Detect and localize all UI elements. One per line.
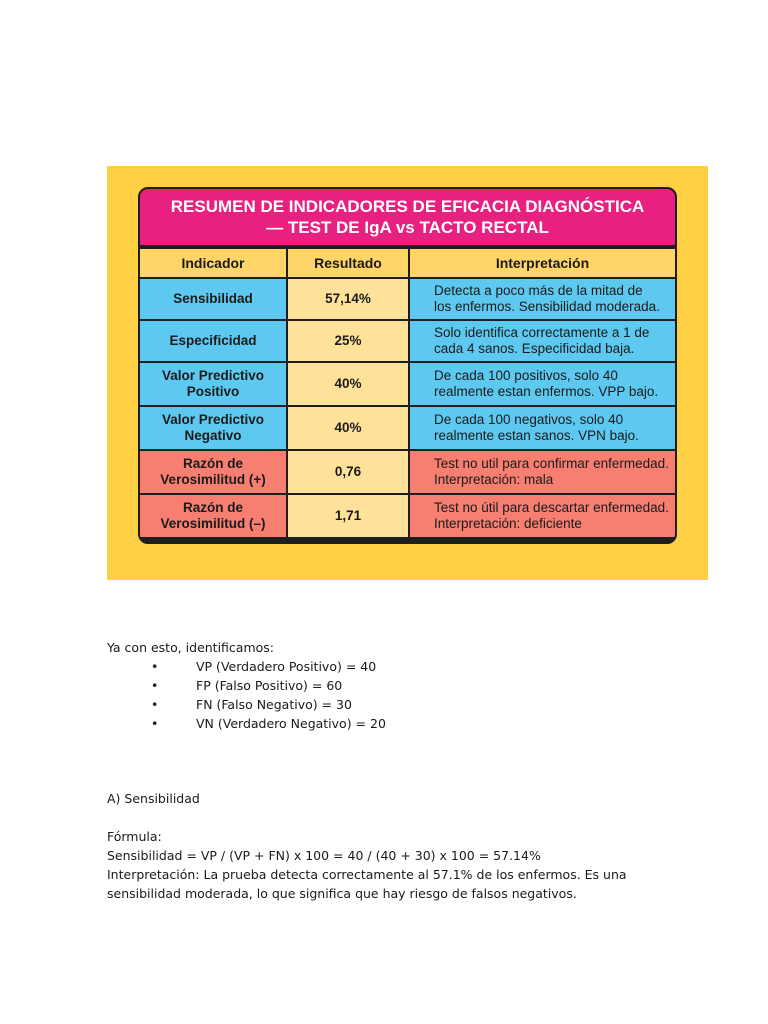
interpretation-line: cada 4 sanos. Especificidad baja. [434,341,635,356]
interpretation-cell [409,406,675,450]
interpretation-cell [409,450,675,494]
section-heading: A) Sensibilidad [107,791,200,806]
table-row [140,450,675,494]
list-item-text: FN (Falso Negativo) = 30 [196,697,352,712]
bullet-icon: • [151,697,159,712]
infographic-title [140,189,675,247]
indicator-name: Positivo [186,384,240,399]
indicator-cell [140,406,287,450]
interpretation-line: Test no útil para descartar enfermedad. [434,500,669,515]
indicator-name: Valor Predictivo [161,368,265,383]
interpretation-line: Solo identifica correctamente a 1 de [434,325,650,340]
table-row [140,406,675,450]
table-row [140,362,675,406]
result-cell: 40% [287,406,409,450]
header-indicador: Indicador [140,248,287,278]
interpretation-line: Test no util para confirmar enfermedad. [434,456,669,471]
indicator-name: Especificidad [169,333,257,348]
interpretation-line: los enfermos. Sensibilidad moderada. [434,299,660,314]
indicator-name: Verosimilitud (+) [160,472,266,487]
indicator-cell [140,320,287,362]
indicators-card [138,187,677,544]
interpretation-line: Detecta a poco más de la mitad de [434,283,643,298]
formula-label: Fórmula: [107,829,162,844]
indicator-cell [140,450,287,494]
list-item-text: FP (Falso Positivo) = 60 [196,678,343,693]
indicator-name: Sensibilidad [173,291,253,306]
result-cell: 1,71 [287,494,409,537]
list-item [107,695,507,714]
header-interpretacion: Interpretación [409,248,675,278]
header-resultado: Resultado [287,248,409,278]
list-item [107,714,507,733]
interpretation-text-line: Interpretación: La prueba detecta correctamente al 57.1% de los enfermos. Es una [107,867,627,882]
indicator-cell [140,362,287,406]
title-line-1: RESUMEN DE INDICADORES DE EFICACIA DIAGNÓSTICA [170,197,645,216]
interpretation-line: De cada 100 negativos, solo 40 [434,412,624,427]
interpretation-cell [409,494,675,537]
indicators-table [140,247,675,537]
table-header-row [140,248,675,278]
list-item-text: VN (Verdadero Negativo) = 20 [196,716,386,731]
interpretation-line: realmente estan enfermos. VPP bajo. [434,384,659,399]
bullet-icon: • [151,716,159,731]
title-line-2: — TEST DE IgA vs TACTO RECTAL [266,218,549,237]
table-row [140,494,675,537]
indicator-cell [140,278,287,320]
bullet-icon: • [151,659,159,674]
interpretation-cell [409,320,675,362]
result-cell: 57,14% [287,278,409,320]
formula-equation: Sensibilidad = VP / (VP + FN) x 100 = 40 / (40 + 30) x 100 = 57.14% [107,848,541,863]
interpretation-cell [409,278,675,320]
intro-paragraph: Ya con esto, identificamos: [107,640,275,655]
list-item [107,676,507,695]
indicator-cell [140,494,287,537]
indicator-name: Verosimilitud (–) [160,516,266,531]
interpretation-line: De cada 100 positivos, solo 40 [434,368,618,383]
interpretation-line: realmente estan sanos. VPN bajo. [434,428,639,443]
indicator-name: Valor Predictivo [161,412,265,427]
bullet-icon: • [151,678,159,693]
values-list [107,657,507,733]
interpretation-cell [409,362,675,406]
interpretation-line: Interpretación: mala [434,472,554,487]
interpretation-line: Interpretación: deficiente [434,516,582,531]
list-item-text: VP (Verdadero Positivo) = 40 [196,659,377,674]
result-cell: 25% [287,320,409,362]
indicator-name: Razón de [182,500,243,515]
result-cell: 0,76 [287,450,409,494]
table-row [140,278,675,320]
formula-block [107,827,667,903]
indicators-infographic [107,166,708,580]
indicator-name: Negativo [184,428,242,443]
result-cell: 40% [287,362,409,406]
indicator-name: Razón de [182,456,243,471]
list-item [107,657,507,676]
table-row [140,320,675,362]
interpretation-text-line: sensibilidad moderada, lo que significa que hay riesgo de falsos negativos. [107,886,577,901]
